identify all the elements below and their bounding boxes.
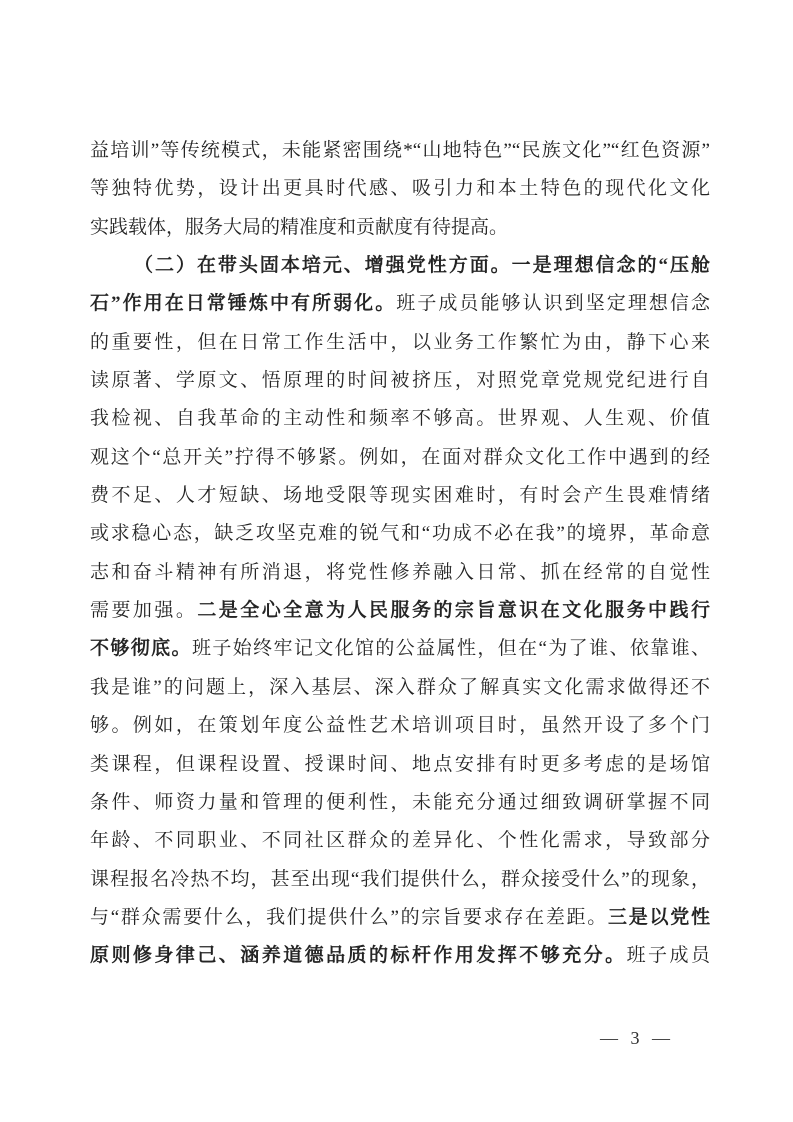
body-text-segment: 我检视、自我革命的主动性和频率不够高。世界观、人生观、价值 [90,408,710,430]
text-line [90,784,710,822]
lead-sentence-text: 原则修身律己、涵养道德品质的标杆作用发挥不够充分。 [90,945,627,967]
body-text-segment: 班子成员 [626,945,710,967]
text-line [90,400,710,438]
body-text-segment: 需要加强。 [90,600,198,622]
body-text-segment: 班子始终牢记文化馆的公益属性，但在“为了谁、依靠谁、 [191,638,710,660]
text-line-section-heading [90,247,710,285]
body-text-segment: 或求稳心态，缺乏攻坚克难的锐气和“功成不必在我”的境界，革命意 [90,523,710,545]
text-line [90,515,710,553]
text-line [90,170,710,208]
text-line [90,746,710,784]
text-line [90,669,710,707]
text-line [90,285,710,323]
text-line [90,439,710,477]
text-line [90,362,710,400]
section-heading-text: （二）在带头固本培元、增强党性方面。一是理想信念的“压舱 [134,255,710,277]
lead-sentence-text: 石”作用在日常锤炼中有所弱化。 [90,293,397,315]
text-line [90,209,710,247]
document-body [90,132,710,976]
body-text-segment: 条件、师资力量和管理的便利性，未能充分通过细致调研掌握不同 [90,791,710,813]
body-text-segment: 够。例如，在策划年度公益性艺术培训项目时，虽然开设了多个门 [90,715,710,737]
body-text-segment: 课程报名冷热不均，甚至出现“我们提供什么，群众接受什么”的现象， [90,868,710,890]
lead-sentence-text: 三是以党性 [608,906,710,928]
body-text-segment: 费不足、人才短缺、场地受限等现实困难时，有时会产生畏难情绪 [90,485,710,507]
body-text-segment: 与“群众需要什么，我们提供什么”的宗旨要求存在差距。 [90,906,609,928]
text-line [90,707,710,745]
body-text-segment: 的重要性，但在日常工作生活中，以业务工作繁忙为由，静下心来 [90,331,710,353]
text-line [90,132,710,170]
lead-sentence-text: 不够彻底。 [90,638,192,660]
body-text-segment: 益培训”等传统模式，未能紧密围绕*“山地特色”“民族文化”“红色资源” [90,140,710,161]
text-line [90,592,710,630]
text-line [90,477,710,515]
body-text-segment: 我是谁”的问题上，深入基层、深入群众了解真实文化需求做得还不 [90,676,710,698]
body-text-segment: 观这个“总开关”拧得不够紧。例如，在面对群众文化工作中遇到的经 [90,446,710,468]
text-line [90,324,710,362]
body-text-segment: 读原著、学原文、悟原理的时间被挤压，对照党章党规党纪进行自 [90,370,710,392]
text-line [90,861,710,899]
body-text-segment: 志和奋斗精神有所消退，将党性修养融入日常、抓在经常的自觉性 [90,561,710,583]
body-text-segment: 班子成员能够认识到坚定理想信念 [396,293,710,315]
text-line [90,554,710,592]
page-number: — 3 — [600,1028,671,1048]
body-text-segment: 实践载体，服务大局的精准度和贡献度有待提高。 [90,216,509,238]
text-line [90,630,710,668]
body-text-segment: 等独特优势，设计出更具时代感、吸引力和本土特色的现代化文化 [90,178,710,200]
body-text-segment: 类课程，但课程设置、授课时间、地点安排有时更多考虑的是场馆 [90,753,710,775]
body-text-segment: 年龄、不同职业、不同社区群众的差异化、个性化需求，导致部分 [90,830,710,852]
text-line [90,899,710,937]
text-line [90,937,710,975]
text-line [90,822,710,860]
lead-sentence-text: 二是全心全意为人民服务的宗旨意识在文化服务中践行 [197,600,710,622]
